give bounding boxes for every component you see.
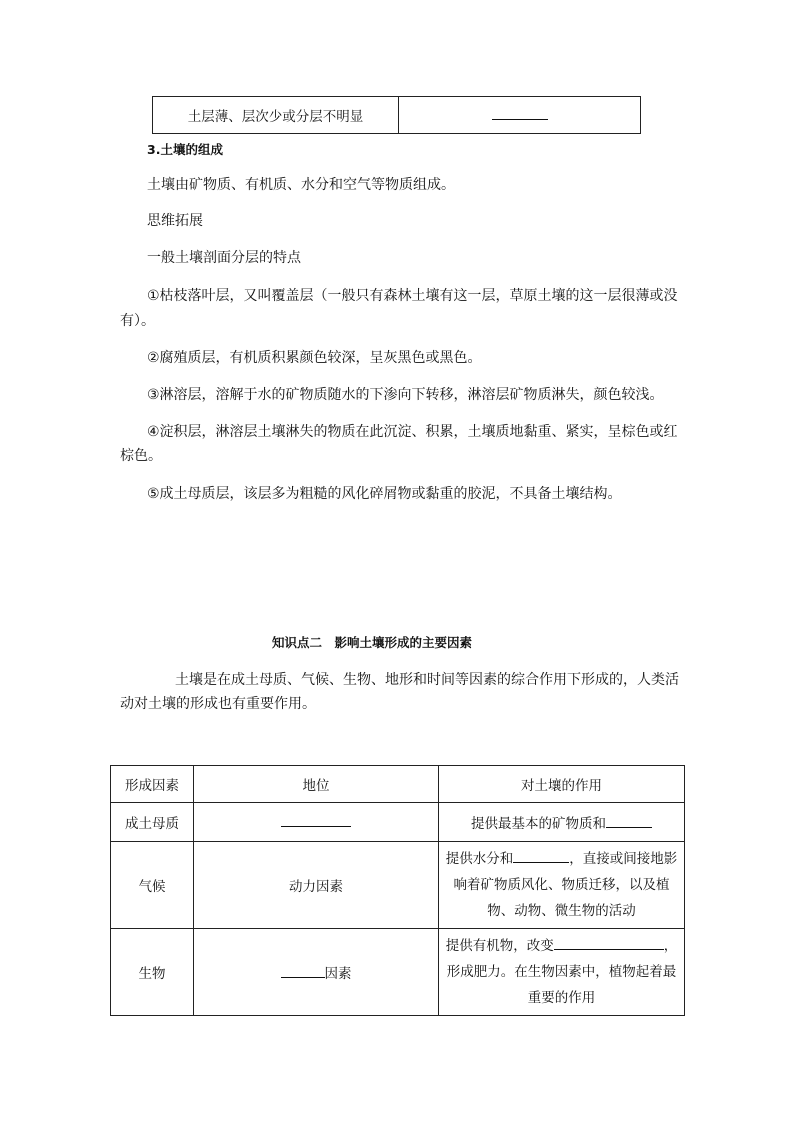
section3-heading: 3.土壤的组成 (147, 142, 223, 157)
effect-text-a: 提供有机物，改变 (445, 938, 554, 954)
table-row (111, 803, 685, 842)
layer2-text: ②腐殖质层，有机质积累颜色较深，呈灰黑色或黑色。 (147, 350, 482, 366)
effect-answer-blank[interactable] (606, 814, 652, 828)
kp2-text-line1: 土壤是在成土母质、气候、生物、地形和时间等因素的综合作用下形成的，人类活 (175, 672, 679, 688)
soil-layer-table-fragment (152, 96, 641, 134)
effect-text-a: 提供水分和 (445, 851, 514, 867)
effect-cell (439, 929, 685, 1016)
role-cell (194, 803, 439, 842)
layer3-text: ③淋溶层，溶解于水的矿物质随水的下渗向下转移，淋溶层矿物质淋失，颜色较浅。 (147, 387, 664, 403)
soil-factors-table (110, 765, 685, 1016)
section3-text: 土壤由矿物质、有机质、水分和空气等物质组成。 (147, 177, 455, 193)
table-row (111, 929, 685, 1016)
effect-cell (439, 803, 685, 842)
effect-answer-blank[interactable] (513, 849, 569, 863)
extension-heading: 思维拓展 (147, 213, 203, 229)
header-factor: 形成因素 (111, 766, 194, 803)
role-cell (194, 929, 439, 1016)
effect-text-b: ，直接或间接地影响着矿物质风化、物质迁移，以及植物、动物、微生物的活动 (453, 851, 678, 919)
effect-answer-blank[interactable] (554, 936, 664, 950)
layer1-line2: 有）。 (120, 313, 155, 329)
layer-feature-text: 土层薄、层次少或分层不明显 (187, 109, 364, 125)
role-suffix: 因素 (324, 966, 352, 982)
factor-cell: 成土母质 (111, 803, 194, 842)
header-effect: 对土壤的作用 (439, 766, 685, 803)
layer5-text: ⑤成土母质层，该层多为粗糙的风化碎屑物或黏重的胶泥，不具备土壤结构。 (147, 486, 622, 502)
factor-cell: 气候 (111, 842, 194, 929)
role-cell: 动力因素 (194, 842, 439, 929)
layer-feature-cell (153, 97, 399, 134)
factor-cell: 生物 (111, 929, 194, 1016)
effect-cell (439, 842, 685, 929)
answer-blank-cell (399, 97, 641, 134)
effect-text: 提供最基本的矿物质和 (471, 816, 606, 832)
layer4-line2: 棕色。 (120, 448, 162, 464)
kp2-text-line2: 动对土壤的形成也有重要作用。 (120, 696, 316, 712)
header-role: 地位 (194, 766, 439, 803)
layer1-line1: ①枯枝落叶层，又叫覆盖层（一般只有森林土壤有这一层，草原土壤的这一层很薄或没 (147, 288, 678, 304)
effect-text-b: ，形成肥力。在生物因素中，植物起着最重要的作用 (446, 938, 678, 1006)
role-answer-blank[interactable] (281, 964, 325, 978)
layers-intro: 一般土壤剖面分层的特点 (147, 250, 301, 266)
kp2-title: 知识点二 影响土壤形成的主要因素 (272, 635, 473, 650)
table-row (111, 842, 685, 929)
role-answer-blank[interactable] (281, 813, 351, 827)
answer-blank[interactable] (492, 106, 548, 120)
layer4-line1: ④淀积层，淋溶层土壤淋失的物质在此沉淀、积累，土壤质地黏重、紧实，呈棕色或红 (147, 424, 678, 440)
